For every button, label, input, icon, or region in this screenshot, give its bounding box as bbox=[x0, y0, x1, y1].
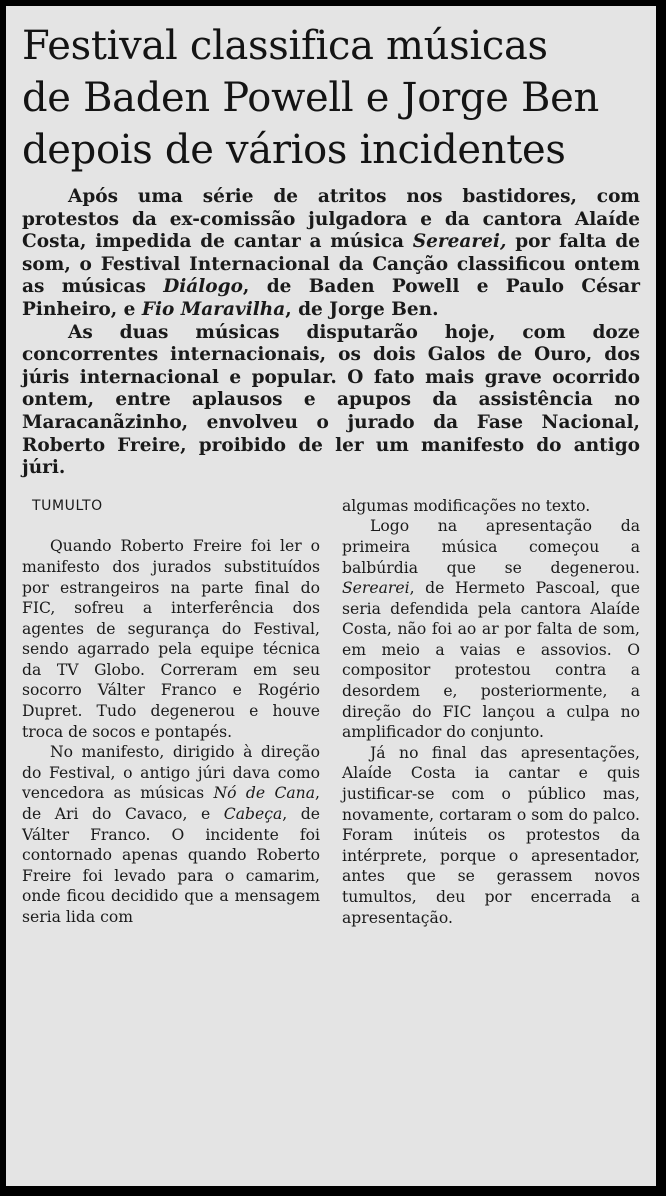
column-left bbox=[22, 496, 320, 928]
body-paragraph: Logo na apresentação da primeira música começou a balbúrdia que se degenerou. Serearei, de Hermeto Pascoal, que seria defendida pela cantora Alaíde Costa, não foi ao ar por falta de som, em meio a vaias e assovios. O compositor protestou contra a desordem e, posteriormente, a direção do FIC lançou a culpa no amplificador do conjunto. bbox=[342, 517, 640, 742]
body-paragraph: Quando Roberto Freire foi ler o manifesto dos jurados substituídos por estrangeiros na parte final do FIC, sofreu a interferência dos agentes de segurança do Festival, sendo agarrado pela equipe técnica da TV Globo. Correram em seu socorro Válter Franco e Rogério Dupret. Tudo degenerou e houve troca de socos e pontapés. bbox=[22, 537, 320, 741]
headline-line-2: de Baden Powell e Jorge Ben bbox=[22, 75, 599, 121]
italic-title: Diálogo bbox=[163, 276, 243, 298]
subhead: TUMULTO bbox=[32, 497, 103, 514]
italic-title: Cabeça bbox=[223, 805, 283, 824]
italic-title: Fio Maravilha bbox=[141, 298, 286, 320]
italic-title: Nó de Cana bbox=[213, 784, 316, 803]
body-paragraph: Já no final das apresentações, Alaíde Costa ia cantar e quis justificar-se com o público mas, novamente, cortaram o som do palco. Foram inúteis os protestos da intérprete, porque o apresentador, antes que se gerassem novos tumultos, deu por encerrada a apresentação. bbox=[342, 743, 640, 927]
headline-line-3: depois de vários incidentes bbox=[22, 127, 566, 173]
column-right bbox=[342, 496, 640, 928]
body-paragraph-continued: algumas modificações no texto. bbox=[342, 496, 591, 515]
lede-paragraph: Após uma série de atritos nos bastidores, com protestos da ex-comissão julgadora e da cantora Alaíde Costa, impedida de cantar a música Serearei, por falta de som, o Festival Internacional da Canção classificou ontem as músicas Diálogo, de Baden Powell e Paulo César Pinheiro, e Fio Maravilha, de Jorge Ben. bbox=[22, 186, 641, 320]
body-paragraph: No manifesto, dirigido à direção do Festival, o antigo júri dava como vencedora as músicas Nó de Cana, de Ari do Cavaco, e Cabeça, de Válter Franco. O incidente foi contornado apenas quando Roberto Freire foi levado para o camarim, onde ficou decidido que a mensagem seria lida com bbox=[22, 743, 321, 926]
headline-line-1: Festival classifica músicas bbox=[22, 23, 548, 69]
newspaper-clipping bbox=[6, 6, 656, 1186]
headline bbox=[22, 20, 640, 176]
lede-paragraph: As duas músicas disputarão hoje, com doze concorrentes internacionais, os dois Galos de Ouro, dos júris internacional e popular. O fato mais grave ocorrido ontem, entre aplausos e apupos da assistência no Maracanãzinho, envolveu o jurado da Fase Nacional, Roberto Freire, proibido de ler um manifesto do antigo júri. bbox=[22, 321, 640, 479]
italic-title: Serearei, bbox=[412, 231, 507, 253]
lede bbox=[22, 186, 640, 480]
italic-title: Serearei bbox=[342, 579, 410, 598]
body-columns bbox=[22, 496, 640, 928]
